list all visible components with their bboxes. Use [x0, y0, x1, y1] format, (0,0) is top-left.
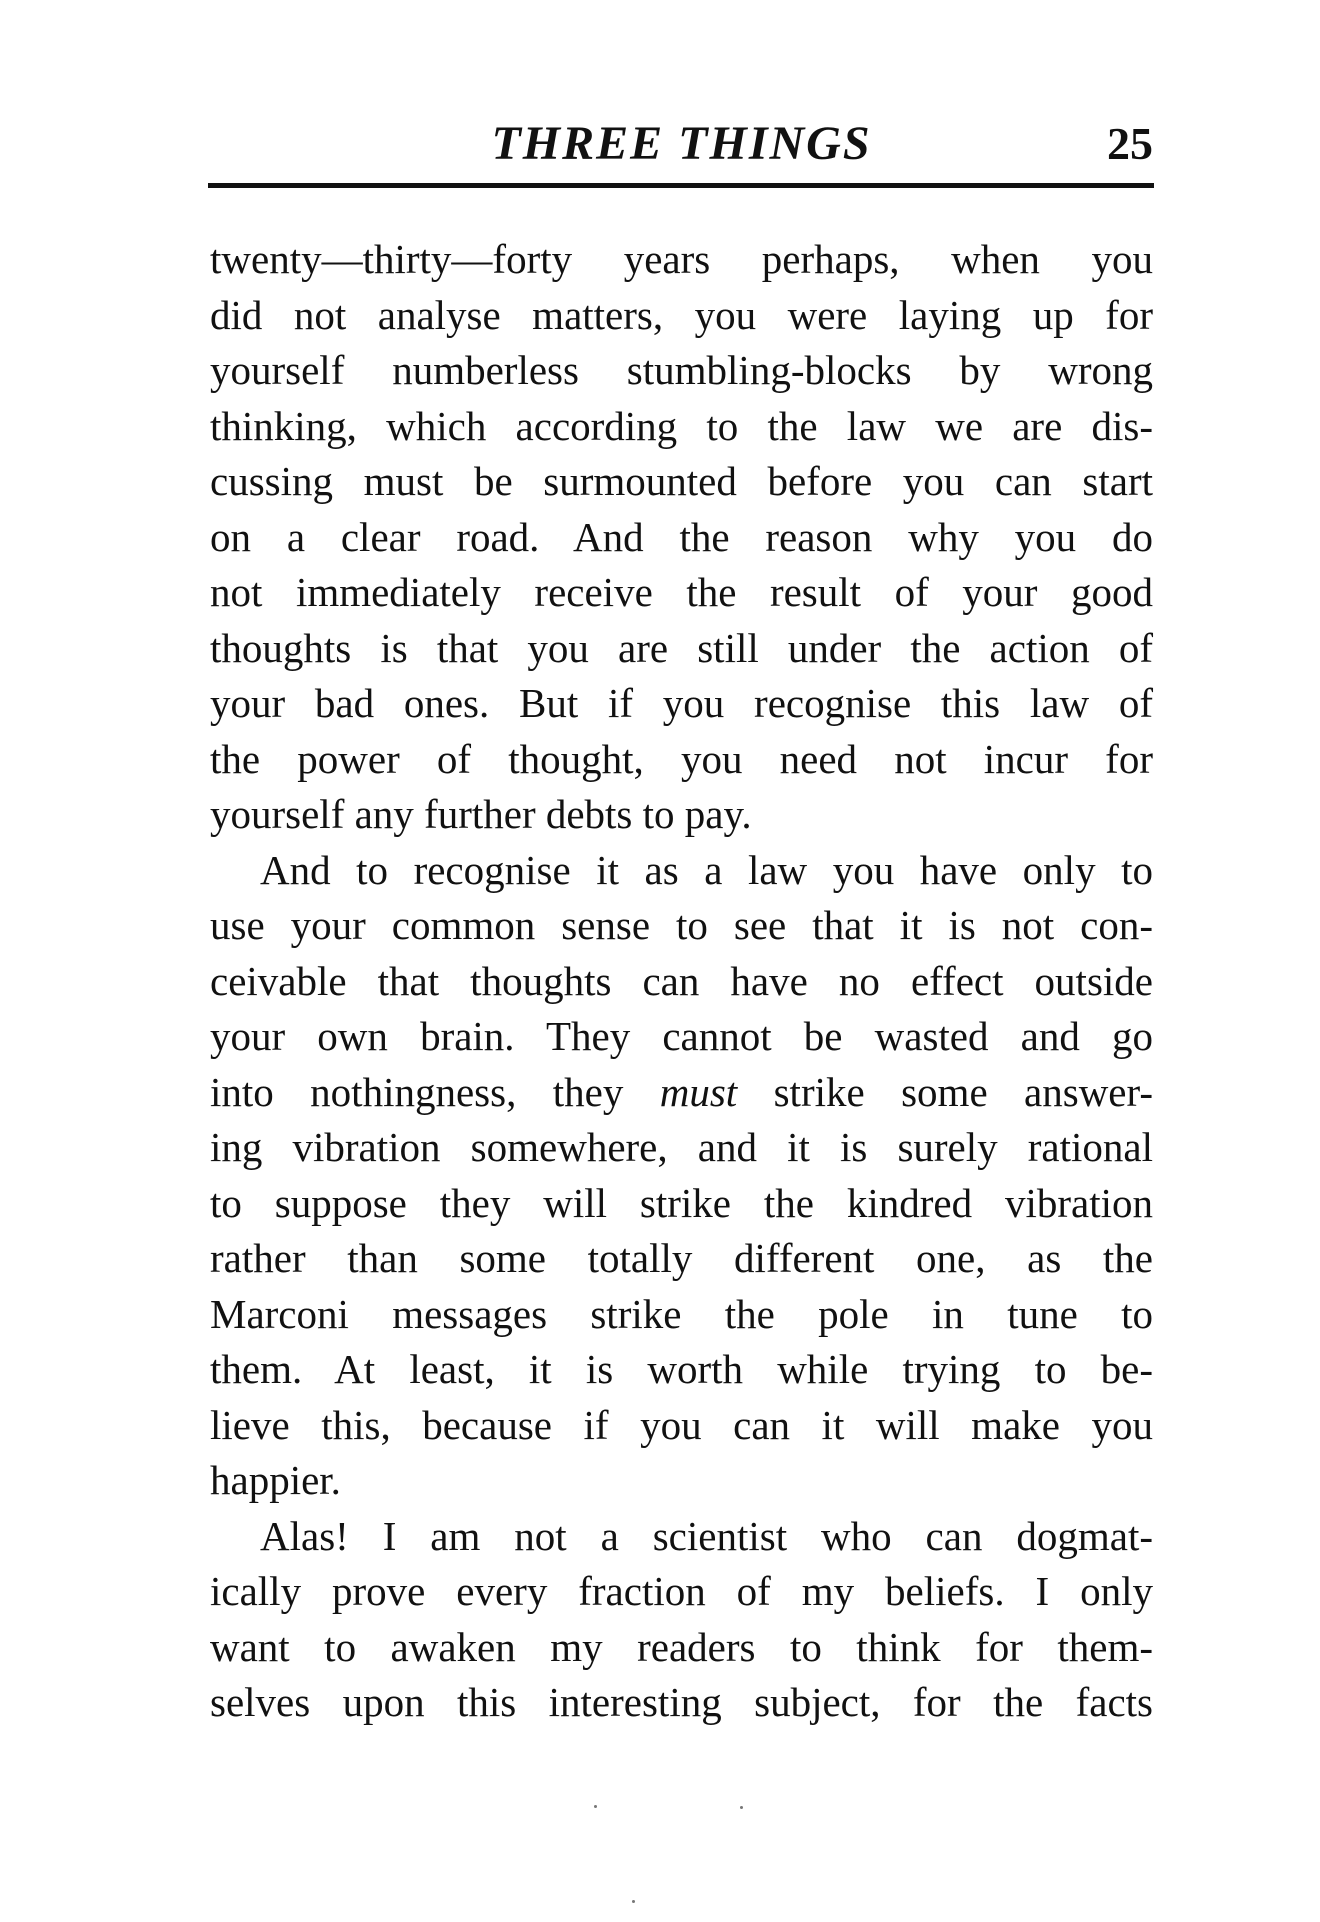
- text-line: them. At least, it is worth while trying to be-: [210, 1346, 1153, 1392]
- text-line: your own brain. They cannot be wasted and go: [210, 1013, 1153, 1059]
- paragraph-2: [210, 843, 1153, 1509]
- text-line: thoughts is that you are still under the action of: [210, 624, 1153, 671]
- paragraph-3: [210, 1509, 1153, 1731]
- text-line: yourself any further debts to pay.: [210, 791, 752, 837]
- text-line: twenty—thirty—forty years perhaps, when you: [210, 236, 1153, 282]
- text-line: Alas! I am not a scientist who can dogmat-: [260, 1512, 1153, 1559]
- text-line: want to awaken my readers to think for them-: [210, 1623, 1153, 1670]
- print-speck: [594, 1805, 597, 1808]
- page-number: 25: [1107, 118, 1153, 169]
- text-line: to suppose they will strike the kindred vibration: [210, 1179, 1153, 1226]
- text-line: ing vibration somewhere, and it is surely rational: [210, 1124, 1153, 1170]
- text-line: on a clear road. And the reason why you do: [210, 513, 1153, 560]
- emphasis-text: must: [659, 1068, 738, 1115]
- running-head: [210, 113, 1153, 175]
- print-speck: [632, 1900, 635, 1903]
- text-line: Marconi messages strike the pole in tune to: [210, 1290, 1153, 1337]
- text-line: not immediately receive the result of your good: [210, 569, 1153, 615]
- text-line: And to recognise it as a law you have only to: [260, 846, 1153, 893]
- text-segment: strike some answer-: [737, 1068, 1153, 1115]
- text-line: did not analyse matters, you were laying up for: [210, 291, 1153, 338]
- text-line: lieve this, because if you can it will make you: [210, 1401, 1153, 1448]
- header-rule: [208, 183, 1154, 188]
- text-line: ically prove every fraction of my beliefs. I only: [210, 1568, 1153, 1614]
- text-line: happier.: [210, 1457, 341, 1503]
- text-line: rather than some totally different one, as the: [210, 1235, 1153, 1281]
- text-line: ceivable that thoughts can have no effect outside: [210, 957, 1153, 1004]
- body-text: [210, 232, 1153, 1731]
- text-line: cussing must be surmounted before you can start: [210, 458, 1153, 504]
- text-line: thinking, which according to the law we are dis-: [210, 402, 1153, 449]
- text-line: use your common sense to see that it is not con-: [210, 902, 1153, 948]
- text-line: the power of thought, you need not incur for: [210, 735, 1153, 782]
- text-line: selves upon this interesting subject, for the facts: [210, 1679, 1153, 1725]
- text-line: yourself numberless stumbling-blocks by wrong: [210, 347, 1153, 393]
- print-speck: [740, 1806, 743, 1809]
- paragraph-1: [210, 232, 1153, 843]
- text-line: your bad ones. But if you recognise this law of: [210, 680, 1153, 726]
- running-title: THREE THINGS: [491, 117, 872, 170]
- text-line: [210, 1065, 1153, 1121]
- text-segment: into nothingness, they: [210, 1068, 660, 1115]
